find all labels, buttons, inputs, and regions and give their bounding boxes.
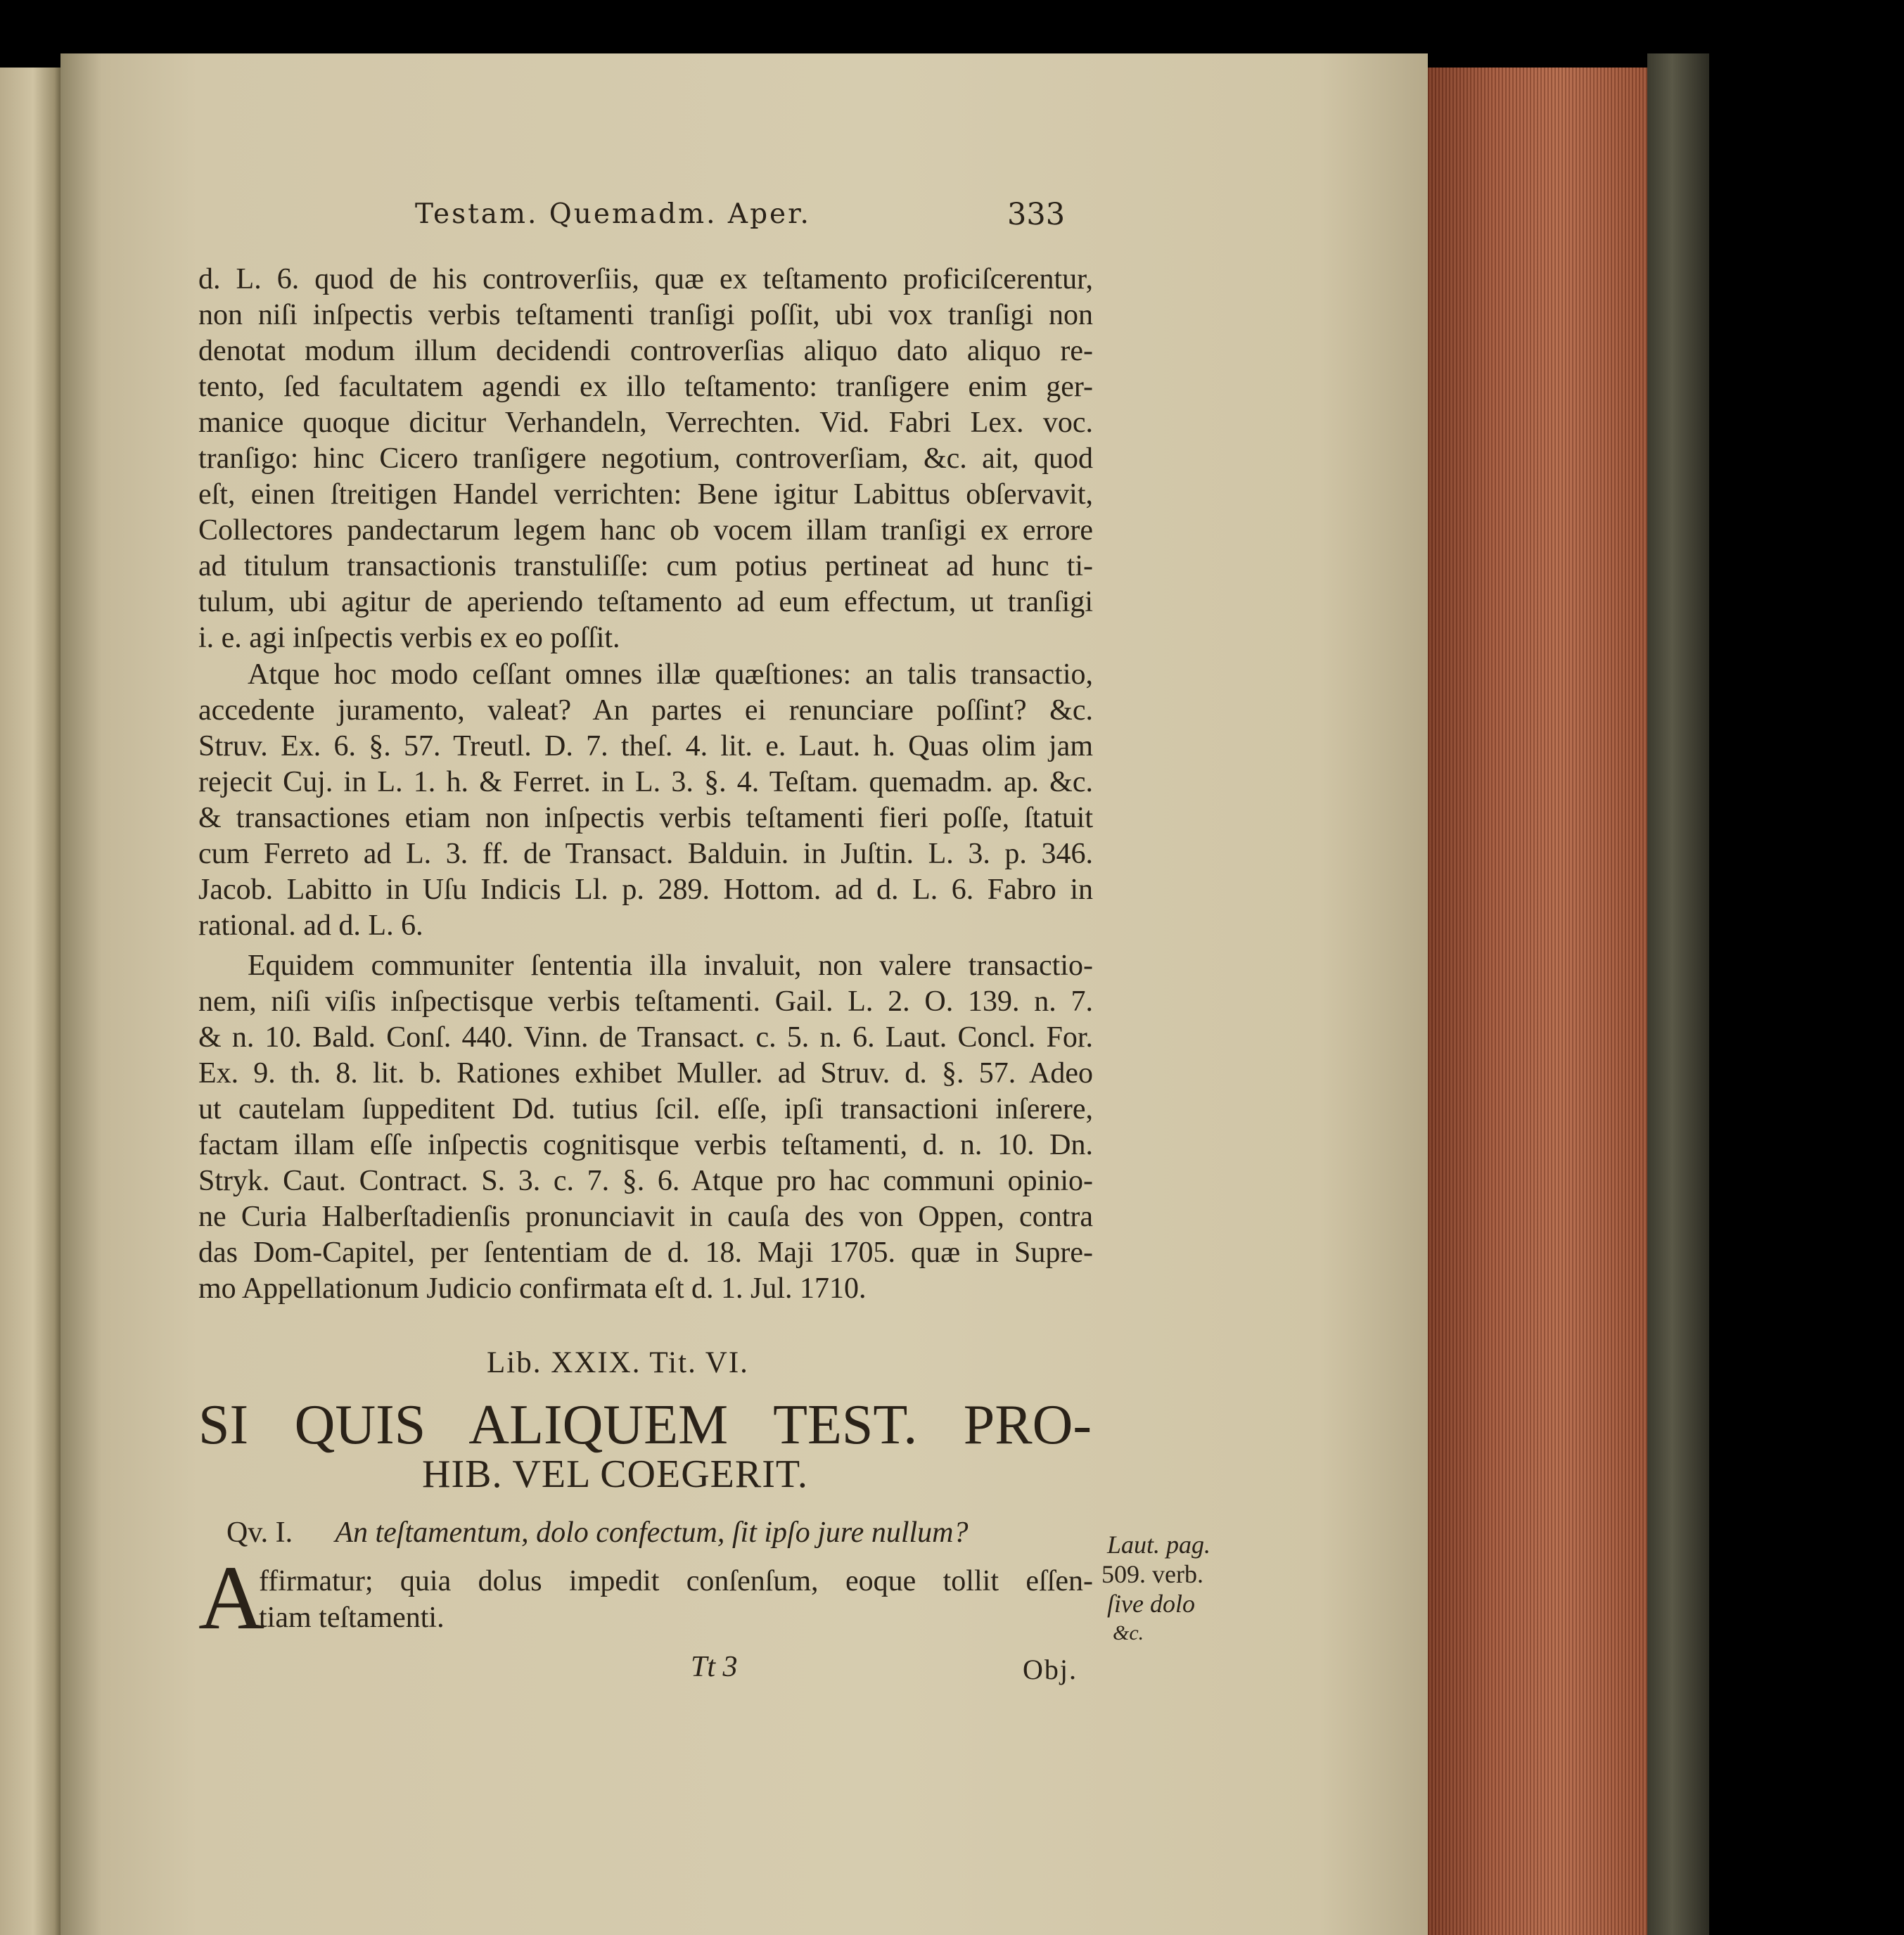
running-head: Testam. Quemadm. Aper. — [415, 198, 811, 230]
text-line: & transactiones etiam non inſpectis verbis teſtamenti fieri poſſe, ſtatuit — [198, 802, 1093, 834]
text-line: Jacob. Labitto in Uſu Indicis Ll. p. 289. Hottom. ad d. L. 6. Fabro in — [198, 874, 1093, 906]
text-line: Ex. 9. th. 8. lit. b. Rationes exhibet Muller. ad Struv. d. §. 57. Adeo — [198, 1057, 1093, 1090]
margin-note — [1101, 1530, 1210, 1648]
text-line: Atque hoc modo ceſſant omnes illæ quæſtiones: an talis transactio, — [248, 658, 1093, 691]
text-line: ne Curia Halberſtadienſis pronunciavit in cauſa des von Oppen, contra — [198, 1201, 1093, 1233]
paragraph-1 — [198, 262, 1093, 656]
text-line: Struv. Ex. 6. §. 57. Treutl. D. 7. theſ. 4. lit. e. Laut. h. Quas olim jam — [198, 730, 1093, 762]
paragraph-3 — [198, 948, 1093, 1307]
section-label: Lib. XXIX. Tit. VI. — [487, 1346, 749, 1379]
text-line: tulum, ubi agitur de aperiendo teſtamento ad eum effectum, ut tranſigi — [198, 586, 1093, 618]
text-line: Stryk. Caut. Contract. S. 3. c. 7. §. 6. Atque pro hac communi opinio- — [198, 1165, 1093, 1197]
margin-note-line: 509. verb. — [1101, 1560, 1203, 1588]
text-line: non niſi inſpectis verbis teſtamenti tranſigi poſſit, ubi vox tranſigi non — [198, 299, 1093, 331]
book-cover — [1647, 53, 1709, 1935]
margin-note-line: Laut. pag. — [1107, 1531, 1211, 1559]
text-line: eſt, einen ſtreitigen Handel verrichten: Bene igitur Labittus obſervavit, — [198, 478, 1093, 511]
text-line: i. e. agi inſpectis verbis ex eo poſſit. — [198, 622, 620, 654]
text-line: mo Appellationum Judicio confirmata eſt d. 1. Jul. 1710. — [198, 1272, 867, 1305]
text-line: accedente juramento, valeat? An partes ei renunciare poſſint? &c. — [198, 694, 1093, 727]
margin-note-line: ſive dolo — [1107, 1590, 1195, 1618]
section-title: SI QUIS ALIQUEM TEST. PRO- — [198, 1394, 1092, 1456]
text-line: cum Ferreto ad L. 3. ff. de Transact. Balduin. in Juſtin. L. 3. p. 346. — [198, 838, 1093, 870]
question — [226, 1516, 969, 1550]
answer-line: tiam teſtamenti. — [259, 1602, 445, 1634]
paragraph-2 — [198, 657, 1093, 944]
text-line: Collectores pandectarum legem hanc ob vocem illam tranſigi ex errore — [198, 514, 1093, 547]
text-line: rejecit Cuj. in L. 1. h. & Ferret. in L. 3. §. 4. Teſtam. quemadm. ap. &c. — [198, 766, 1093, 798]
text-line: das Dom-Capitel, per ſententiam de d. 18. Maji 1705. quæ in Supre- — [198, 1237, 1093, 1269]
drop-cap: A — [198, 1547, 264, 1649]
text-line: ut cautelam ſuppeditent Dd. tutius ſcil. eſſe, ipſi transactioni inſerere, — [198, 1093, 1093, 1125]
question-number: Qv. I. — [226, 1516, 293, 1549]
text-line: rational. ad d. L. 6. — [198, 909, 423, 942]
text-line: ad titulum transactionis transtuliſſe: cum potius pertineat ad hunc ti- — [198, 550, 1093, 582]
text-line: tento, ſed facultatem agendi ex illo teſtamento: tranſigere enim ger- — [198, 371, 1093, 403]
question-text: An teſtamentum, dolo confectum, ſit ipſo jure nullum? — [335, 1516, 969, 1549]
text-line: factam illam eſſe inſpectis cognitisque verbis teſtamenti, d. n. 10. Dn. — [198, 1129, 1093, 1161]
text-line: denotat modum illum decidendi controverſias aliquo dato aliquo re- — [198, 335, 1093, 367]
section-title-continued: HIB. VEL COEGERIT. — [422, 1452, 808, 1496]
page-edges — [1428, 68, 1647, 1935]
signature-mark: Tt 3 — [691, 1651, 738, 1683]
text-line: & n. 10. Bald. Conſ. 440. Vinn. de Transact. c. 5. n. 6. Laut. Concl. For. — [198, 1021, 1093, 1054]
text-line: Equidem communiter ſententia illa invaluit, non valere transactio- — [248, 950, 1093, 982]
text-line: tranſigo: hinc Cicero tranſigere negotium, controverſiam, &c. ait, quod — [198, 442, 1093, 475]
text-line: manice quoque dicitur Verhandeln, Verrechten. Vid. Fabri Lex. voc. — [198, 407, 1093, 439]
left-facing-page — [0, 68, 60, 1935]
catchword: Obj. — [1023, 1654, 1078, 1685]
text-line: d. L. 6. quod de his controverſiis, quæ ex teſtamento proficiſcerentur, — [198, 263, 1093, 295]
answer-line: ffirmatur; quia dolus impedit conſenſum, eoque tollit eſſen- — [259, 1565, 1093, 1597]
page-number: 333 — [1007, 197, 1066, 232]
margin-note-line: &c. — [1113, 1621, 1144, 1645]
text-line: nem, niſi viſis inſpectisque verbis teſtamenti. Gail. L. 2. O. 139. n. 7. — [198, 985, 1093, 1018]
